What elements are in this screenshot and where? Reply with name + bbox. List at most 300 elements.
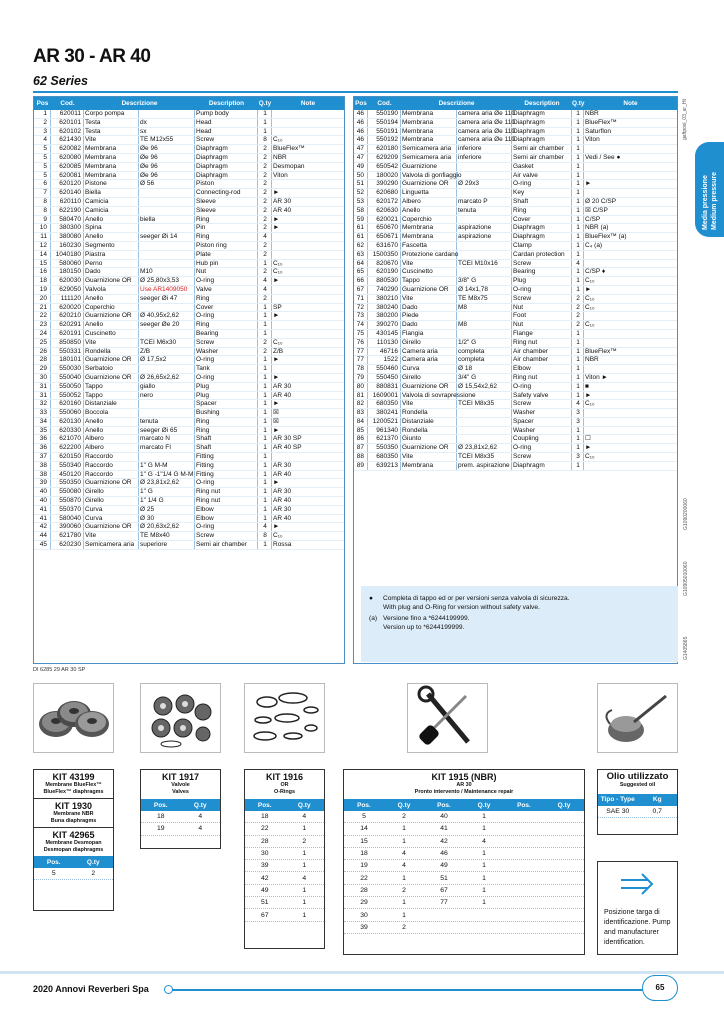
kit-cell: 4 (402, 850, 406, 858)
table-row[interactable] (354, 312, 677, 321)
table-row[interactable] (354, 330, 677, 339)
table-row[interactable] (34, 435, 344, 444)
table-row[interactable] (354, 374, 677, 383)
table-row[interactable] (354, 409, 677, 418)
cell: 5 (34, 172, 51, 180)
note-text: With plug and O-Ring for version without safety valve. (383, 604, 540, 611)
footer (0, 975, 724, 1001)
cell: Diaphragm (512, 110, 572, 118)
cell: Rondella (401, 409, 457, 417)
cell: Use AR1409050 (139, 286, 195, 294)
cell (139, 189, 195, 197)
cell: 1 (258, 312, 272, 320)
cell: 2 (572, 304, 584, 312)
cell: O-ring (195, 356, 258, 364)
cell (139, 110, 195, 118)
kit-table-header (34, 856, 113, 868)
table-row[interactable] (354, 286, 677, 295)
table-row[interactable] (34, 172, 344, 181)
kit-row (344, 823, 584, 835)
table-row[interactable] (34, 180, 344, 189)
table-row[interactable] (34, 339, 344, 348)
kit-row (141, 823, 220, 835)
cell: aspirazione (457, 224, 512, 232)
kit-title: KIT 1916 (265, 772, 304, 782)
note-mark: ● (369, 595, 373, 602)
table-row[interactable] (354, 444, 677, 453)
table-row[interactable] (34, 541, 344, 550)
cell: inferiore (457, 145, 512, 153)
cell: 1 (572, 374, 584, 382)
table-row[interactable] (34, 462, 344, 471)
cell: 550370 (51, 506, 84, 514)
cell: Serbatoio (84, 365, 139, 373)
cell: ► (273, 224, 280, 232)
table-row[interactable] (34, 260, 344, 269)
cell: Ø 18 (457, 365, 512, 373)
table-row[interactable] (354, 128, 677, 137)
cell: Øe 96 (139, 163, 195, 171)
oil-subtitle: Suggested oil (619, 782, 656, 788)
cell: SP (273, 303, 282, 311)
cell: 1 (572, 462, 584, 470)
cell: AR 40 (273, 391, 292, 399)
table-row[interactable] (354, 163, 677, 172)
cell: 639213 (368, 462, 401, 470)
table-row[interactable] (34, 488, 344, 497)
side-code-2: G10905010060 (683, 561, 689, 596)
cell: C/SP ♦ (585, 268, 606, 276)
table-row[interactable] (34, 392, 344, 401)
kit-cell: 1 (482, 886, 486, 894)
table-row[interactable] (34, 356, 344, 365)
cell: 84 (354, 418, 368, 426)
table-row[interactable] (34, 216, 344, 225)
table-row[interactable] (354, 295, 677, 304)
kit-cell: 4 (402, 862, 406, 870)
cell: Ring nut (512, 374, 572, 382)
kit-cell: 2 (302, 837, 307, 845)
side-tab[interactable] (695, 142, 724, 237)
cell: Raccordo (84, 462, 139, 470)
cell: O-ring (512, 444, 572, 452)
cell: 31 (34, 392, 51, 400)
footer-text: 2020 Annovi Reverberi Spa (33, 984, 149, 994)
table-row[interactable] (354, 224, 677, 233)
cell: ☒ C/SP (585, 206, 608, 214)
cell: C₁₀ (585, 400, 595, 408)
cell: Camicia (84, 198, 139, 206)
table-row[interactable] (34, 365, 344, 374)
cell: BlueFlex™ (a) (585, 233, 627, 241)
cell: 620102 (51, 128, 84, 136)
cell: 2 (258, 242, 272, 250)
table-row[interactable] (34, 330, 344, 339)
table-row[interactable] (354, 427, 677, 436)
cell: Viton (273, 171, 288, 179)
kit-cell: 1 (302, 911, 307, 919)
footer-line (168, 989, 644, 991)
cell (457, 163, 512, 171)
cell: Membrana (401, 119, 457, 127)
cell: 450120 (51, 471, 84, 479)
cell: 2 (258, 224, 272, 232)
table-row[interactable] (34, 312, 344, 321)
cell: 6 (34, 180, 51, 188)
cell: Washer (195, 348, 258, 356)
cell: Vite (401, 400, 457, 408)
note-text: Versione fino a *6244199999. (383, 615, 470, 622)
table-row[interactable] (34, 136, 344, 145)
cell: Head (195, 119, 258, 127)
oil-box (597, 769, 678, 835)
table-row[interactable] (354, 365, 677, 374)
table-row[interactable] (34, 242, 344, 251)
kit-cell: 1 (402, 874, 406, 882)
table-row[interactable] (354, 453, 677, 462)
table-row[interactable] (354, 172, 677, 181)
cell: 63 (354, 251, 368, 259)
cell: Testa (84, 128, 139, 136)
table-row[interactable] (34, 471, 344, 480)
cell: O-ring (195, 374, 258, 382)
table-row[interactable] (34, 444, 344, 453)
kit-subtitle-en: BlueFlex™ diaphragms (43, 788, 104, 795)
note-text: Version up to *6244199999. (383, 624, 465, 631)
cell: Ring nut (195, 488, 258, 496)
cell: 650671 (368, 233, 401, 241)
cell: Øe 96 (139, 154, 195, 162)
cell (457, 268, 512, 276)
cell: 3/4" G (457, 374, 512, 382)
cell: 41 (34, 515, 51, 523)
cell: Ring nut (512, 339, 572, 347)
cell: Curva (84, 506, 139, 514)
table-row[interactable] (34, 515, 344, 524)
table-row[interactable] (354, 260, 677, 269)
table-row[interactable] (354, 233, 677, 242)
table-row[interactable] (354, 418, 677, 427)
kit-cell: 42 (260, 874, 269, 882)
cell: Screw (512, 260, 572, 268)
kit-title: KIT 1930 (54, 801, 93, 811)
kit-cell: 19 (156, 825, 165, 833)
cell: Camera aria (401, 356, 457, 364)
cell: marcato N (139, 435, 195, 443)
cell: 1 (572, 392, 584, 400)
table-row[interactable] (34, 268, 344, 277)
kit-cell: 4 (302, 813, 307, 821)
table-row[interactable] (34, 295, 344, 304)
cell: ► (585, 391, 592, 399)
table-row[interactable] (354, 348, 677, 357)
cell: M8 (457, 304, 512, 312)
cell: C₁₀ (273, 259, 283, 267)
cell: 1 (572, 198, 584, 206)
table-row[interactable] (34, 251, 344, 260)
table-row[interactable] (354, 145, 677, 154)
cell: 620191 (51, 330, 84, 338)
cell: 680350 (368, 453, 401, 461)
cell: Key (512, 189, 572, 197)
table-row[interactable] (34, 374, 344, 383)
cell: 390290 (368, 180, 401, 188)
table-row[interactable] (34, 409, 344, 418)
table-row[interactable] (354, 154, 677, 163)
cell: AR 40 (273, 514, 292, 522)
table-row[interactable] (34, 523, 344, 532)
cell (584, 330, 677, 338)
cell: Curva (84, 515, 139, 523)
cell: 82 (354, 400, 368, 408)
kit-cell: 46 (440, 850, 448, 858)
table-row[interactable] (34, 189, 344, 198)
table-row[interactable] (34, 207, 344, 216)
cell: 49 (354, 163, 368, 171)
cell: marcato FI (139, 444, 195, 452)
cell: Dado (84, 268, 139, 276)
table-row[interactable] (34, 427, 344, 436)
kit-subtitle-en: O-Rings (274, 788, 295, 795)
table-row[interactable] (354, 392, 677, 401)
cell: Coperchio (401, 216, 457, 224)
cell: 1 (572, 286, 584, 294)
cell: NBR (273, 153, 287, 161)
cell: completa (457, 348, 512, 356)
cell: C₁₀ (585, 277, 595, 285)
cell: 1 (258, 321, 272, 329)
kit-subtitle: Membrane Desmopan (45, 840, 102, 846)
cell: Ring (195, 321, 258, 329)
cell: Ø 25,80x3,53 (139, 277, 195, 285)
table-row[interactable] (34, 145, 344, 154)
kit-cell: 51 (260, 899, 269, 907)
cell: Cardan protection (512, 251, 572, 259)
table-row[interactable] (34, 110, 344, 119)
cell: 629050 (51, 286, 84, 294)
note-mark (369, 603, 383, 612)
cell: 1 (572, 356, 584, 364)
footnote: DI 6285 29 AR 30 SP (33, 667, 86, 673)
cell: Cover (512, 216, 572, 224)
cell: 390060 (51, 523, 84, 531)
cell: 1 (34, 110, 51, 118)
table-row[interactable] (34, 479, 344, 488)
side-code-1: G1090200060 (683, 498, 689, 530)
cell: 73 (354, 312, 368, 320)
kit-row (245, 885, 324, 897)
kit-table-header (344, 799, 584, 811)
table-row[interactable] (354, 339, 677, 348)
cell: ► (273, 426, 280, 434)
table-row[interactable] (354, 207, 677, 216)
table-row[interactable] (34, 163, 344, 172)
table-row[interactable] (34, 304, 344, 313)
header-cod: Cod. (60, 100, 75, 107)
cell: 1 (258, 260, 272, 268)
table-row[interactable] (354, 119, 677, 128)
cell: 28 (34, 356, 51, 364)
table-row[interactable] (34, 497, 344, 506)
cell: ► (273, 189, 280, 197)
kit-cell: 1 (482, 813, 486, 821)
cell: 550194 (368, 119, 401, 127)
cell: nero (139, 392, 195, 400)
cell: 1 (258, 304, 272, 312)
cell: 1 (258, 119, 272, 127)
cell: 680350 (368, 400, 401, 408)
kit-cell: 49 (440, 862, 448, 870)
table-row[interactable] (354, 277, 677, 286)
cell: ☒ (273, 417, 279, 425)
table-row[interactable] (354, 304, 677, 313)
cell: 88 (354, 453, 368, 461)
cell (457, 312, 512, 320)
cell: 620101 (51, 119, 84, 127)
table-row[interactable] (354, 136, 677, 145)
table-row[interactable] (354, 198, 677, 207)
kit-cell: 28 (360, 886, 368, 894)
table-row[interactable] (34, 321, 344, 330)
cell: Tappo (401, 277, 457, 285)
cell: 1 (258, 506, 272, 514)
table-row[interactable] (34, 286, 344, 295)
kit-cell: 22 (260, 825, 269, 833)
cell: ► (273, 356, 280, 364)
table-row[interactable] (354, 110, 677, 119)
table-row[interactable] (354, 216, 677, 225)
cell: Tank (195, 365, 258, 373)
cell: dx (139, 119, 195, 127)
cell: Rondella (84, 348, 139, 356)
cell: 620085 (51, 163, 84, 171)
cell: Membrana (401, 136, 457, 144)
cell: Semi air chamber (512, 154, 572, 162)
cell: O-ring (195, 312, 258, 320)
cell: 1 (258, 365, 272, 373)
kit-cell: 18 (260, 813, 269, 821)
cell: 1 (572, 224, 584, 232)
cell: Ring nut (195, 497, 258, 505)
table-row[interactable] (34, 154, 344, 163)
cell: Coperchio (84, 304, 139, 312)
cell: Flange (512, 330, 572, 338)
kit-title: KIT 1915 (NBR) (431, 772, 497, 782)
cell: 2 (572, 295, 584, 303)
cell (272, 453, 344, 461)
table-row[interactable] (354, 321, 677, 330)
table-row[interactable] (34, 233, 344, 242)
header-descr: Description (524, 100, 560, 107)
cell: AR 40 (273, 206, 292, 214)
cell: 1 (258, 515, 272, 523)
cell: 621430 (51, 136, 84, 144)
table-row[interactable] (34, 277, 344, 286)
cell: Vite (401, 260, 457, 268)
cell: Diaphragm (195, 172, 258, 180)
table-row[interactable] (34, 224, 344, 233)
cell: Albero (84, 435, 139, 443)
kit-title: KIT 43199 (52, 772, 95, 782)
cell: 2 (258, 163, 272, 171)
note-text: Completa di tappo ed or per versioni senza valvola di sicurezza. (383, 595, 570, 602)
table-row[interactable] (354, 383, 677, 392)
cell: Air chamber (512, 356, 572, 364)
cell: Ø 15,54x2,62 (457, 383, 512, 391)
table-row[interactable] (354, 189, 677, 198)
cell: 880530 (368, 277, 401, 285)
table-row[interactable] (354, 242, 677, 251)
cell: Screw (195, 339, 258, 347)
table-row[interactable] (34, 348, 344, 357)
cell: 620630 (368, 207, 401, 215)
kit-cell: 14 (360, 825, 368, 833)
table-row[interactable] (34, 128, 344, 137)
table-row[interactable] (34, 119, 344, 128)
cell: 77 (354, 356, 368, 364)
cell: 36 (34, 444, 51, 452)
cell: AR 40 SP (273, 444, 302, 452)
kit-col-header: Q.ty (477, 801, 491, 809)
cell: 2 (258, 339, 272, 347)
cell: 4 (572, 400, 584, 408)
table-row[interactable] (354, 268, 677, 277)
cell: 380240 (368, 304, 401, 312)
table-row[interactable] (34, 506, 344, 515)
table-row[interactable] (354, 462, 677, 471)
kit-cell: 1 (302, 899, 307, 907)
cell: Corpo pompa (84, 110, 139, 118)
cell: ► (273, 215, 280, 223)
cell: 40 (34, 488, 51, 496)
kit-cell: SAE 30 (606, 807, 630, 815)
table-row[interactable] (34, 198, 344, 207)
cell: Guarnizione OR (401, 383, 457, 391)
cell: Sleeve (195, 198, 258, 206)
table-row[interactable] (34, 400, 344, 409)
note-mark (369, 623, 383, 632)
table-row[interactable] (354, 180, 677, 189)
table-row[interactable] (34, 383, 344, 392)
cell: O-ring (512, 180, 572, 188)
cell: 850850 (51, 339, 84, 347)
cell: Ring (195, 418, 258, 426)
cell: Girello (84, 497, 139, 505)
table-row[interactable] (354, 400, 677, 409)
cell: O-ring (512, 383, 572, 391)
cell: 3 (34, 128, 51, 136)
table-row[interactable] (34, 532, 344, 541)
kit-cell: 2 (402, 813, 406, 821)
cell: 21 (34, 304, 51, 312)
cell: Albero (401, 198, 457, 206)
cell: 390270 (368, 321, 401, 329)
cell: 67 (354, 286, 368, 294)
table-row[interactable] (354, 251, 677, 260)
table-row[interactable] (34, 453, 344, 462)
table-row[interactable] (34, 418, 344, 427)
cell: 880831 (368, 383, 401, 391)
cell: ► (273, 479, 280, 487)
cell: camera aria Øe 110 (458, 127, 515, 135)
table-row[interactable] (354, 356, 677, 365)
cell: 1200521 (368, 418, 401, 426)
cell: 58 (354, 207, 368, 215)
cell: 629209 (368, 154, 401, 162)
cell: 2 (258, 189, 272, 197)
cell: 1 (572, 251, 584, 259)
table-row[interactable] (354, 435, 677, 444)
